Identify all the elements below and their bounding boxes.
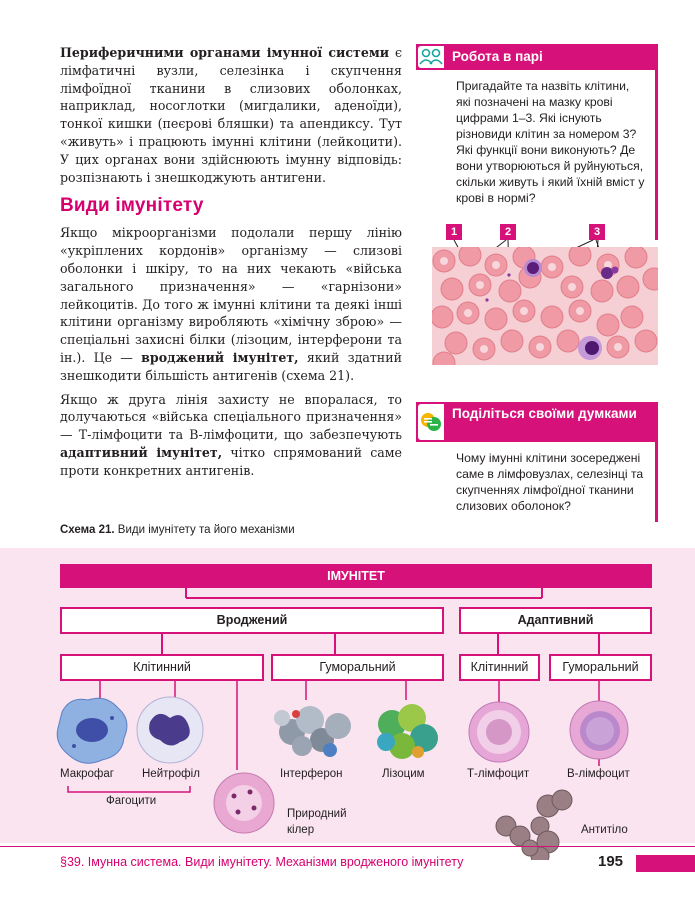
pair-work-text: Пригадайте та назвіть клітини, які позначені на мазку крові цифрами 1–3. Які існують різновиди клітин за номером 3? Які функції вони виконують? Де вони утворюються й руйнуються, скільки живуть і який їхній вміст у крові в нормі?: [416, 70, 658, 240]
adaptive-cellular-box: Клітинний: [459, 654, 540, 681]
antibody-label: Антитіло: [581, 824, 628, 836]
lysozyme-label: Лізоцим: [382, 768, 425, 780]
footer-section-title: §39. Імунна система. Види імунітету. Механізми вродженого імунітету: [60, 855, 464, 869]
lysozyme-image: [377, 704, 438, 759]
b-lymphocyte-label: В-лімфоцит: [567, 768, 630, 780]
scheme-root-box: ІМУНІТЕТ: [60, 564, 652, 588]
t-lymphocyte-label: Т-лімфоцит: [467, 768, 530, 780]
t-lymphocyte-image: [469, 702, 529, 762]
section-heading: Види імунітету: [60, 195, 204, 217]
macrophage-label: Макрофаг: [60, 768, 114, 780]
bold-term: Периферичними органами імунної системи: [60, 45, 390, 60]
neutrophil-label: Нейтрофіл: [142, 768, 200, 780]
innate-box: Вроджений: [60, 607, 444, 634]
nk-cell-label: Природний кілер: [287, 808, 347, 836]
page-number: 195: [598, 853, 624, 870]
b-lymphocyte-image: [570, 701, 628, 759]
cell-label-1: 1: [446, 224, 462, 240]
innate-humoral-box: Гуморальний: [271, 654, 444, 681]
innate-cellular-box: Клітинний: [60, 654, 264, 681]
paragraph-text: Якщо ж друга лінія захисту не впоралася, то долучаються «війська спеціального призначення» — Т-лімфоцити та В-лімфоцити, що забезпечують: [60, 391, 402, 443]
interferon-label: Інтерферон: [280, 768, 343, 780]
share-thoughts-title: Поділіться своїми думками: [452, 406, 637, 421]
cell-label-2: 2: [500, 224, 516, 240]
interferon-image: [274, 706, 351, 757]
adaptive-humoral-box: Гуморальний: [549, 654, 652, 681]
paragraph-text: чітко спрямований саме проти конкретних антигенів.: [60, 444, 402, 478]
pair-work-title: Робота в парі: [452, 49, 543, 64]
adaptive-box: Адаптивний: [459, 607, 652, 634]
phagocytes-label: Фагоцити: [106, 795, 157, 807]
caption-text: Види імунітету та його механізми: [117, 524, 295, 536]
neutrophil-image: [137, 697, 203, 763]
antibody-image: [496, 790, 572, 860]
paragraph-text: Якщо мікроорганізми подолали першу лінію «укріплених кордонів» організму — слизові оболонки і шкіру, то на них чекають «війська загального призначення» — «гарнізони» лейкоцитів. До того ж імунні клітини та деякі інші клітини організму виробляють «хімічну зброю» — спеціальні захисні білки (лізоцим, інтерферони та ін.). Це —: [60, 225, 402, 365]
caption-number: Схема 21.: [60, 524, 115, 536]
paragraph-text: який здатний знешкодити більшість антигенів (схема 21).: [60, 349, 402, 383]
paragraph-text: є лімфатичні вузли, селезінка і скупчення лімфоїдної тканини в слизових оболонках, наприклад, носоглотки (мигдалики, аденоїди), тонкої кишки (пеєрові бляшки) та апендиксу. Тут «живуть» і працюють імунні клітини (лейкоцити). У цих органах вони здійснюють імунну відповідь: розпізнають і знешкоджують антигени.: [60, 45, 402, 185]
cell-label-3: 3: [589, 224, 605, 240]
macrophage-image: [57, 698, 127, 763]
footer-rule: [0, 846, 695, 847]
nk-cell-image: [214, 773, 274, 833]
share-thoughts-text: Чому імунні клітини зосереджені саме в лімфовузлах, селезінці та скупченнях лімфоїдної тканини слизових оболонок?: [416, 442, 658, 522]
bold-term: вроджений імунітет,: [141, 349, 299, 365]
bold-term: адаптивний імунітет,: [60, 444, 223, 460]
page-marker-bar: [636, 855, 695, 872]
